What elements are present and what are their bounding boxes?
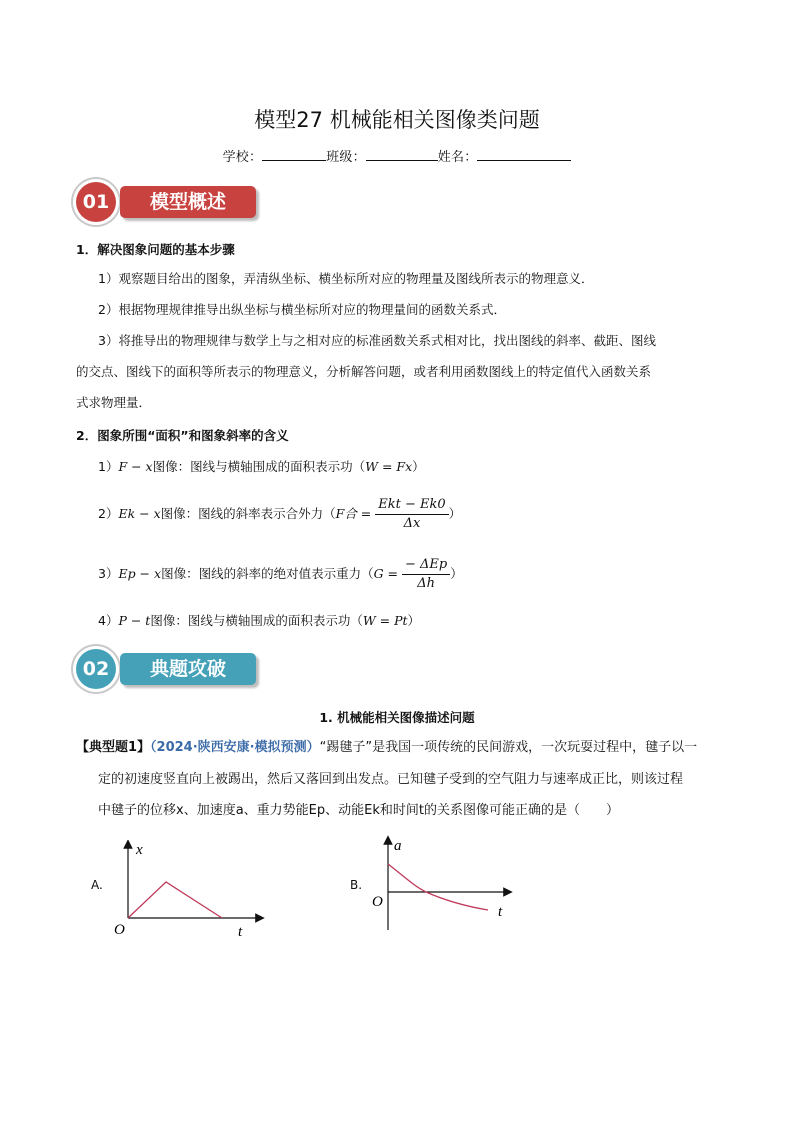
acceleration-curve xyxy=(388,864,488,910)
y-axis-label: a xyxy=(394,838,402,854)
question-tag: 【典型题1】 xyxy=(76,740,151,755)
section-banner-01 xyxy=(76,182,266,224)
page-title: 模型27 机械能相关图像类问题 xyxy=(254,108,540,132)
formula-2-fraction xyxy=(375,496,448,533)
formula-2-end: ） xyxy=(448,506,462,521)
step-3-line2: 的交点、图线下的面积等所表示的物理意义，分析解答问题，或者利用函数图线上的特定值代入函数关系 xyxy=(76,364,652,379)
formula-3-var: Ep − x xyxy=(118,566,162,581)
section-number: 01 xyxy=(76,182,116,222)
section-banner-02 xyxy=(76,649,266,691)
formula-1-desc: 图像：图线与横轴围成的面积表示功（ xyxy=(152,459,366,474)
class-blank xyxy=(366,148,438,161)
name-blank xyxy=(477,148,571,161)
formula-1-var: F − x xyxy=(118,459,153,474)
school-blank xyxy=(262,148,326,161)
option-b-graph xyxy=(368,834,518,934)
step-2: 2）根据物理规律推导出纵坐标与横坐标所对应的物理量间的函数关系式． xyxy=(98,302,506,317)
formula-3-numerator: − ΔEp xyxy=(402,556,450,575)
formula-3-desc: 图像：图线的斜率的绝对值表示重力（ xyxy=(161,566,374,581)
formula-2-denominator: Δx xyxy=(403,516,421,531)
formula-2-lhs: F合 = xyxy=(335,506,372,521)
formula-4-var: P − t xyxy=(118,613,151,628)
y-axis-label: x xyxy=(136,842,143,858)
question-text-1: “踢毽子”是我国一项传统的民间游戏，一次玩耍过程中，毽子以一 xyxy=(319,740,698,755)
school-label: 学校： xyxy=(222,150,263,165)
question-line-2: 定的初速度竖直向上被踢出，然后又落回到出发点。已知毽子受到的空气阻力与速率成正比，则该过程 xyxy=(98,772,684,787)
heading-basic-steps: 1．解决图象问题的基本步骤 xyxy=(76,242,235,257)
question-line-3: 中毽子的位移x、加速度a、重力势能Ep、动能Ek和时间t的关系图像可能正确的是（ ） xyxy=(98,803,619,818)
option-b-label: B. xyxy=(350,878,363,892)
step-3-line1: 3）将推导出的物理规律与数学上与之相对应的标准函数关系式相对比，找出图线的斜率、截距、图线 xyxy=(98,333,656,348)
formula-4-end: ） xyxy=(407,613,421,628)
formula-1 xyxy=(98,452,425,481)
origin-label: O xyxy=(372,894,383,910)
question-line-1 xyxy=(76,733,697,762)
formula-2 xyxy=(98,496,461,533)
name-label: 姓名： xyxy=(437,150,478,165)
question-source: （2024·陕西安康·模拟预测） xyxy=(150,740,320,755)
x-axis-label: t xyxy=(498,904,503,920)
formula-2-numerator: Ekt − Ek0 xyxy=(375,496,448,515)
heading-area-slope: 2．图象所围“面积”和图象斜率的含义 xyxy=(76,428,289,443)
subsection-title: 1. 机械能相关图像描述问题 xyxy=(319,710,475,725)
section-title: 典题攻破 xyxy=(120,653,256,685)
x-axis-label: t xyxy=(238,924,243,940)
formula-3 xyxy=(98,556,463,593)
class-label: 班级： xyxy=(326,150,366,165)
origin-label: O xyxy=(114,922,125,938)
formula-3-fraction xyxy=(402,556,450,593)
formula-3-num: 3） xyxy=(98,566,119,581)
info-fields xyxy=(0,146,794,165)
formula-1-end: ） xyxy=(412,459,425,474)
option-a-label: A. xyxy=(91,878,103,892)
formula-3-denominator: Δh xyxy=(417,576,435,591)
formula-1-eq: W = Fx xyxy=(365,459,413,474)
formula-4 xyxy=(98,606,420,635)
formula-1-num: 1） xyxy=(98,459,119,474)
formula-3-lhs: G = xyxy=(373,566,399,581)
formula-2-var: Ek − x xyxy=(118,506,161,521)
step-3-line3: 式求物理量． xyxy=(76,395,152,410)
section-number: 02 xyxy=(76,649,116,689)
formula-4-eq: W = Pt xyxy=(362,613,408,628)
formula-2-num: 2） xyxy=(98,506,119,521)
section-title: 模型概述 xyxy=(120,186,256,218)
formula-4-num: 4） xyxy=(98,613,119,628)
formula-2-desc: 图像：图线的斜率表示合外力（ xyxy=(160,506,336,521)
formula-4-desc: 图像：图线与横轴围成的面积表示功（ xyxy=(150,613,363,628)
option-a-graph xyxy=(110,840,270,940)
step-1: 1）观察题目给出的图象，弄清纵坐标、横坐标所对应的物理量及图线所表示的物理意义． xyxy=(98,271,594,286)
formula-3-end: ） xyxy=(450,566,463,581)
displacement-curve xyxy=(128,882,222,918)
